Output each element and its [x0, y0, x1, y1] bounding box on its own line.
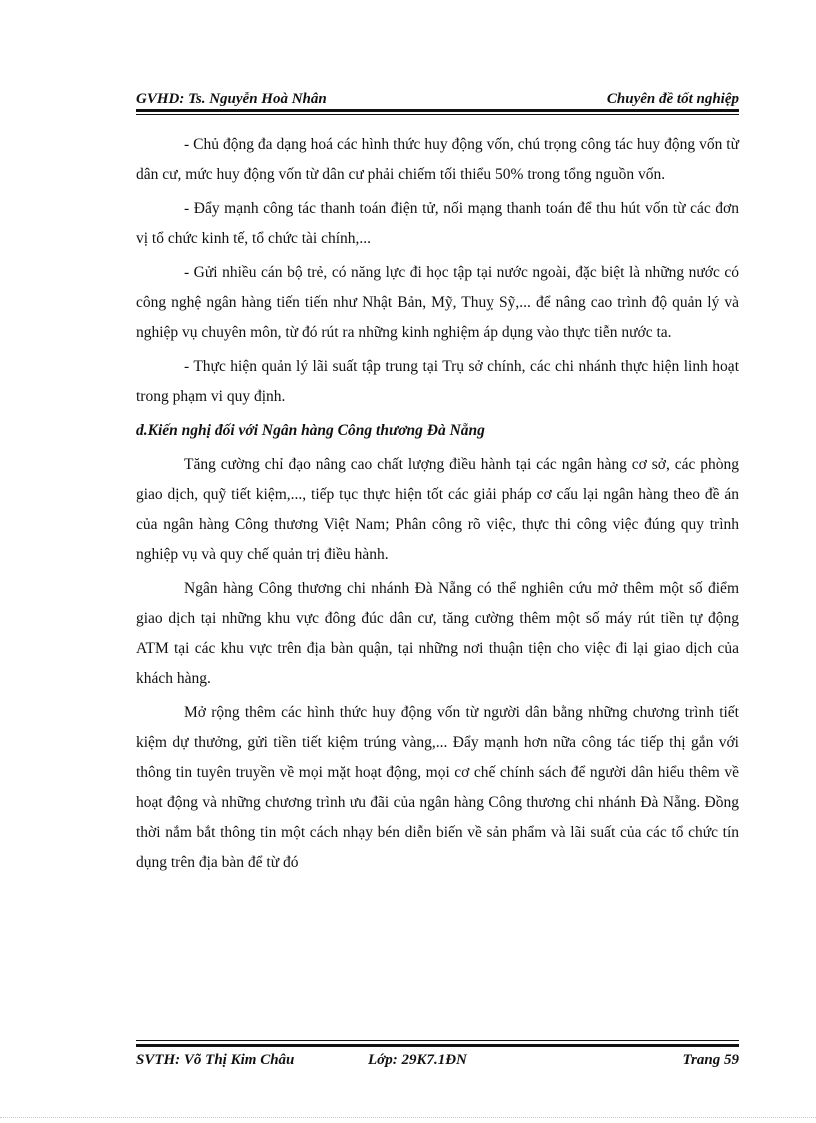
paragraph: Tăng cường chỉ đạo nâng cao chất lượng điều hành tại các ngân hàng cơ sở, các phòng giao dịch, quỹ tiết kiệm,..., tiếp tục thực hiện tốt các giải pháp cơ cấu lại ngân hàng theo đề án của ngân hàng Công thương Việt Nam; Phân công rõ việc, thực thi công việc đúng quy trình nghiệp vụ và quy chế quản trị điều hành.	[136, 456, 739, 563]
header-rule-thick	[136, 109, 739, 112]
page-footer	[136, 1052, 739, 1076]
footer-student: SVTH: Võ Thị Kim Châu	[136, 1052, 295, 1068]
footer-rule-thin	[136, 1040, 739, 1041]
header-document-type: Chuyên đề tốt nghiệp	[606, 91, 739, 107]
paragraph: Ngân hàng Công thương chi nhánh Đà Nẵng có thể nghiên cứu mở thêm một số điểm giao dịch tại những khu vực đông đúc dân cư, tăng cường thêm một số máy rút tiền tự động ATM tại các khu vực trên địa bàn quận, tại những nơi thuận tiện cho việc đi lại giao dịch của khách hàng.	[136, 580, 739, 687]
footer-rule-thick	[136, 1044, 739, 1047]
section-heading: d.Kiến nghị đối với Ngân hàng Công thương Đà Nẵng	[136, 422, 485, 439]
paragraph: - Đẩy mạnh công tác thanh toán điện tử, nối mạng thanh toán để thu hút vốn từ các đơn vị tổ chức kinh tế, tổ chức tài chính,...	[136, 200, 739, 247]
paragraph: - Thực hiện quản lý lãi suất tập trung tại Trụ sở chính, các chi nhánh thực hiện linh hoạt trong phạm vi quy định.	[136, 358, 739, 405]
footer-page-number: Trang 59	[682, 1052, 739, 1068]
paragraph: - Gửi nhiều cán bộ trẻ, có năng lực đi học tập tại nước ngoài, đặc biệt là những nước có công nghệ ngân hàng tiến tiến như Nhật Bản, Mỹ, Thuỵ Sỹ,... để nâng cao trình độ quản lý và nghiệp vụ chuyên môn, từ đó rút ra những kinh nghiệm áp dụng vào thực tiễn nước ta.	[136, 264, 739, 341]
header-rule-thin	[136, 114, 739, 115]
footer-class: Lớp: 29K7.1ĐN	[368, 1052, 467, 1068]
header-supervisor: GVHD: Ts. Nguyễn Hoà Nhân	[136, 91, 327, 107]
paragraph: - Chủ động đa dạng hoá các hình thức huy động vốn, chú trọng công tác huy động vốn từ dân cư, mức huy động vốn từ dân cư phải chiếm tối thiểu 50% trong tổng nguồn vốn.	[136, 136, 739, 183]
paragraph: Mở rộng thêm các hình thức huy động vốn từ người dân bằng những chương trình tiết kiệm dự thưởng, gửi tiền tiết kiệm trúng vàng,... Đẩy mạnh hơn nữa công tác tiếp thị gắn với thông tin tuyên truyền về mọi mặt hoạt động, mọi cơ chế chính sách để người dân hiểu thêm về hoạt động và những chương trình ưu đãi của ngân hàng Công thương chi nhánh Đà Nẵng. Đồng thời nắm bắt thông tin một cách nhạy bén diễn biến về sản phẩm và lãi suất của các tổ chức tín dụng trên địa bàn để từ đó	[136, 704, 739, 871]
page-body	[136, 130, 739, 882]
page-boundary-dotted	[0, 1117, 816, 1118]
page-header	[136, 84, 739, 108]
